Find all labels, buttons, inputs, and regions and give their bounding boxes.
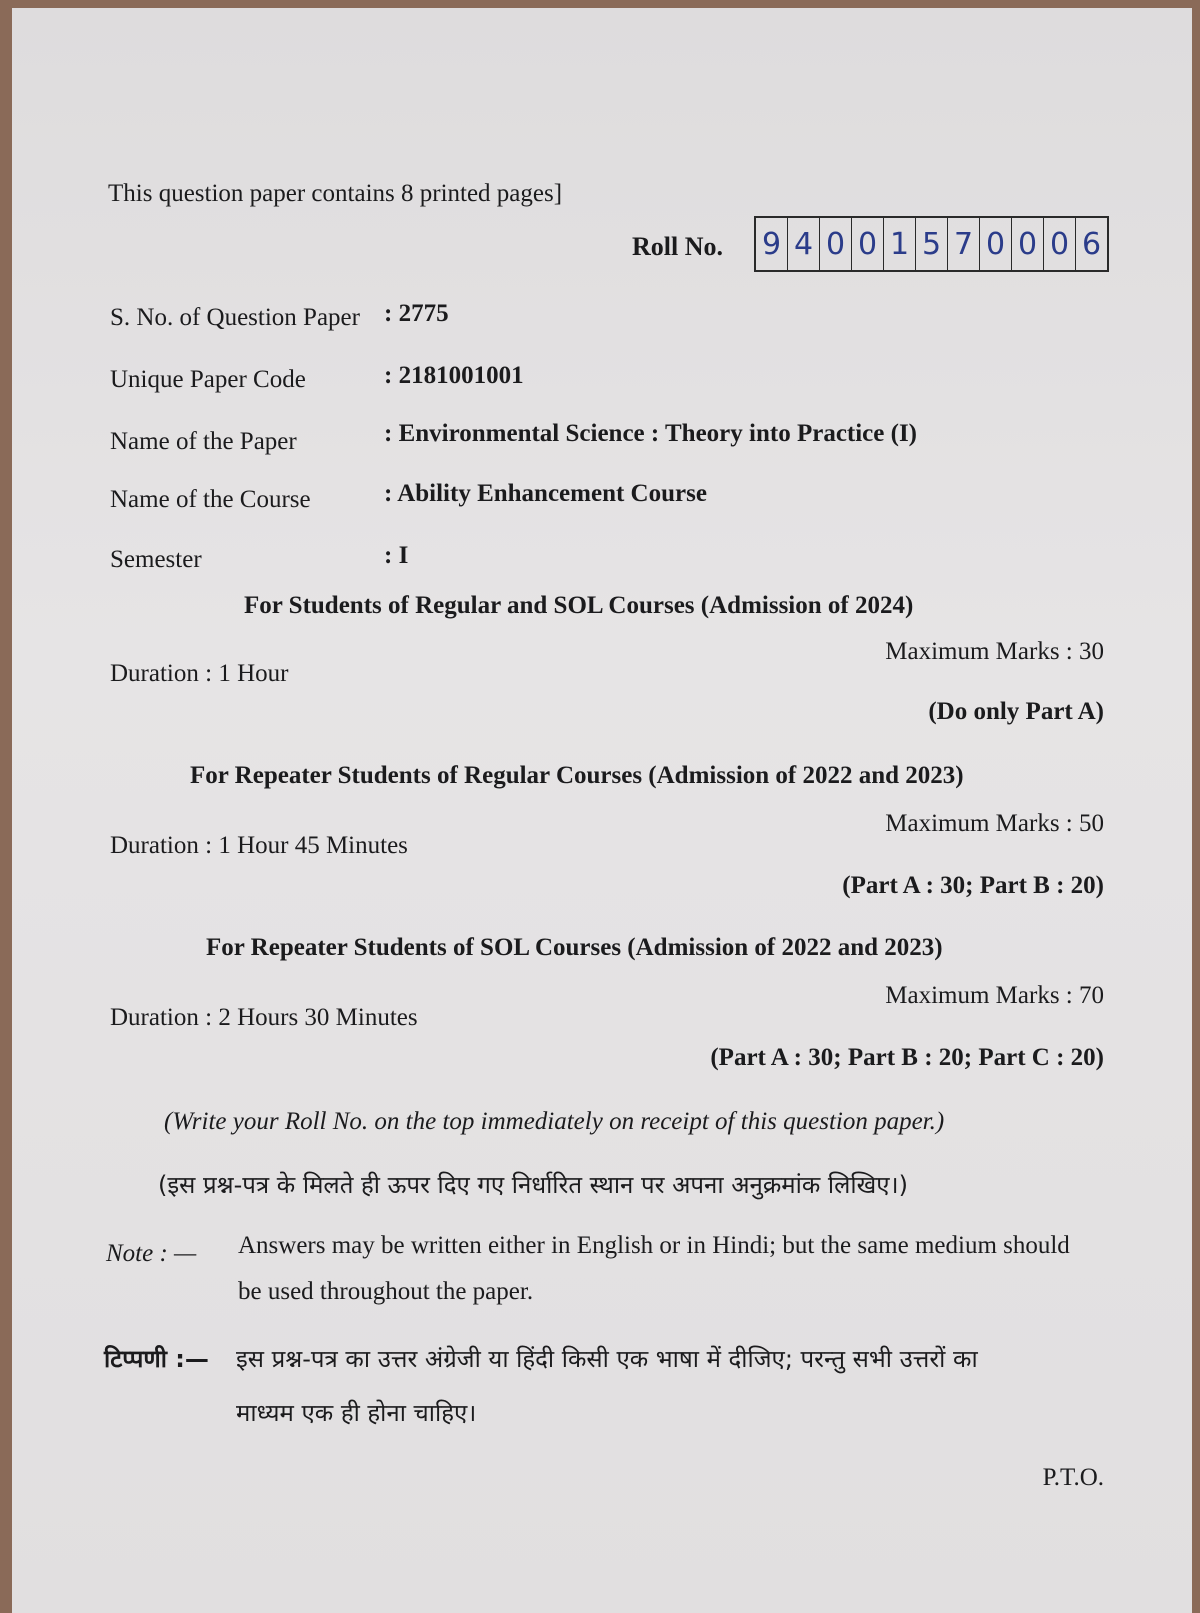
detail-label-semester: Semester xyxy=(110,546,202,573)
max-marks: Maximum Marks : 70 xyxy=(885,982,1104,1009)
roll-no-label: Roll No. xyxy=(632,232,723,261)
detail-label-paper-name: Name of the Paper xyxy=(110,428,297,455)
duration: Duration : 1 Hour 45 Minutes xyxy=(110,832,408,859)
tippani-label: टिप्पणी :— xyxy=(104,1345,209,1373)
detail-value-semester: : I xyxy=(384,542,409,569)
roll-number-boxes xyxy=(754,216,1109,272)
roll-instruction-english: (Write your Roll No. on the top immediately on receipt of this question paper.) xyxy=(164,1108,945,1135)
section-heading: For Students of Regular and SOL Courses (Admission of 2024) xyxy=(244,592,914,619)
roll-digit-cell: 4 xyxy=(788,218,820,270)
duration: Duration : 1 Hour xyxy=(110,660,289,687)
parts-note: (Do only Part A) xyxy=(928,698,1104,725)
roll-digit-cell: 9 xyxy=(756,218,788,270)
parts-note: (Part A : 30; Part B : 20) xyxy=(842,872,1104,899)
roll-digit-cell: 1 xyxy=(884,218,916,270)
roll-digit-cell: 6 xyxy=(1081,226,1102,262)
note-line-1: Answers may be written either in English or in Hindi; but the same medium should xyxy=(238,1232,1070,1259)
note-label: Note : — xyxy=(106,1240,197,1267)
detail-value-paper-code: : 2181001001 xyxy=(384,362,524,389)
question-paper-page xyxy=(12,8,1192,1613)
pto-label: P.T.O. xyxy=(1042,1464,1104,1491)
roll-digit-cell: 7 xyxy=(948,218,980,270)
detail-value-serial: : 2775 xyxy=(384,300,449,327)
duration: Duration : 2 Hours 30 Minutes xyxy=(110,1004,418,1031)
section-heading: For Repeater Students of SOL Courses (Admission of 2022 and 2023) xyxy=(206,934,943,961)
roll-digit-cell: 0 xyxy=(820,218,852,270)
tippani-line-1: इस प्रश्न-पत्र का उत्तर अंग्रेजी या हिंदी किसी एक भाषा में दीजिए; परन्तु सभी उत्तरों का xyxy=(236,1345,978,1373)
roll-digit-cell: 0 xyxy=(852,218,884,270)
roll-instruction-hindi: (इस प्रश्न-पत्र के मिलते ही ऊपर दिए गए निर्धारित स्थान पर अपना अनुक्रमांक लिखिए।) xyxy=(158,1171,908,1199)
max-marks: Maximum Marks : 50 xyxy=(885,810,1104,837)
note-line-2: be used throughout the paper. xyxy=(238,1278,534,1305)
roll-digit-cell: 0 xyxy=(980,218,1012,270)
detail-value-paper-name: : Environmental Science : Theory into Practice (I) xyxy=(384,420,918,447)
roll-digit-cell: 0 xyxy=(1012,218,1044,270)
parts-note: (Part A : 30; Part B : 20; Part C : 20) xyxy=(710,1044,1104,1071)
detail-label-serial: S. No. of Question Paper xyxy=(110,304,360,331)
roll-digit-cell: 0 xyxy=(1044,218,1076,270)
detail-value-course: : Ability Enhancement Course xyxy=(384,480,707,507)
pages-note: This question paper contains 8 printed pages] xyxy=(108,180,563,207)
max-marks: Maximum Marks : 30 xyxy=(885,638,1104,665)
detail-label-paper-code: Unique Paper Code xyxy=(110,366,306,393)
tippani-line-2: माध्यम एक ही होना चाहिए। xyxy=(236,1399,477,1427)
roll-digit-cell: 5 xyxy=(916,218,948,270)
detail-label-course: Name of the Course xyxy=(110,486,311,513)
section-heading: For Repeater Students of Regular Courses (Admission of 2022 and 2023) xyxy=(190,762,964,789)
